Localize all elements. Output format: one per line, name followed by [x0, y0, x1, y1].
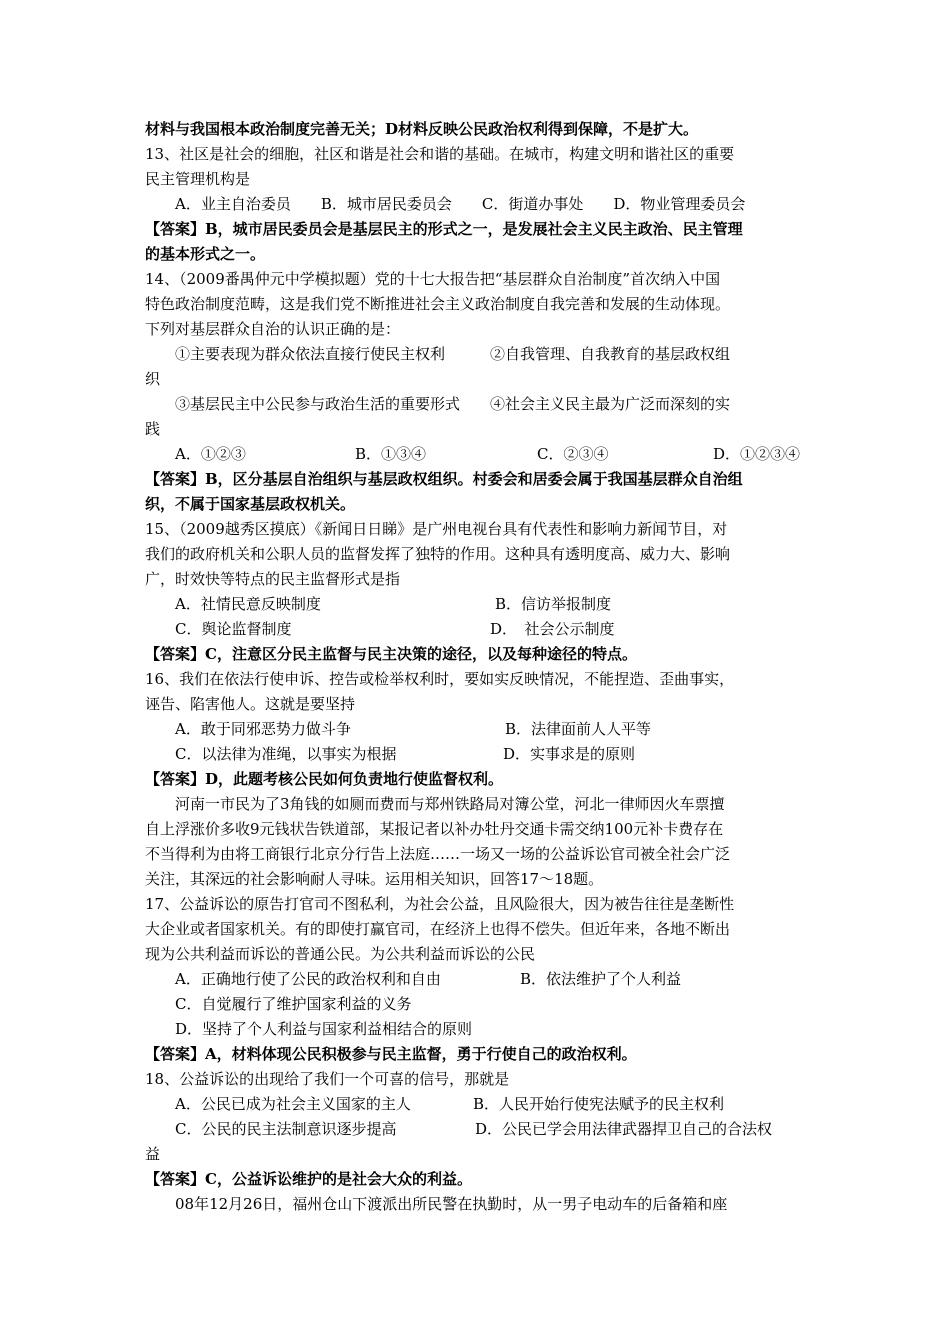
text-line: 广，时效快等特点的民主监督形式是指	[145, 570, 401, 588]
text-line: 17、公益诉讼的原告打官司不图私利，为社会公益，且风险很大，因为被告往往是垄断性	[145, 895, 735, 913]
answer-line: 织，不属于国家基层政权机关。	[145, 495, 356, 513]
answer-line: 【答案】B，城市居民委员会是基层民主的形式之一，是发展社会主义民主政治、民主管理	[145, 220, 743, 238]
text-line: 我们的政府机关和公职人员的监督发挥了独特的作用。这种具有透明度高、威力大、影响	[145, 545, 731, 563]
option-text: B．依法维护了个人利益	[520, 970, 682, 988]
answer-line: 【答案】A，材料体现公民积极参与民主监督，勇于行使自己的政治权利。	[145, 1045, 637, 1063]
text-line: 15、（2009越秀区摸底）《新闻日日睇》是广州电视台具有代表性和影响力新闻节目，对	[145, 520, 728, 538]
option-text: B．人民开始行使宪法赋予的民主权利	[473, 1095, 725, 1113]
text-line: 诬告、陷害他人。这就是要坚持	[145, 695, 356, 713]
answer-line: 材料与我国根本政治制度完善无关；D材料反映公民政治权利得到保障，不是扩大。	[145, 120, 699, 138]
text-line: 现为公共利益而诉讼的普通公民。为公共利益而诉讼的公民	[145, 945, 536, 963]
option-text: D． 社会公示制度	[490, 620, 615, 638]
answer-line: 【答案】B，区分基层自治组织与基层政权组织。村委会和居委会属于我国基层群众自治组	[145, 470, 743, 488]
text-line: 织	[145, 370, 161, 388]
text-line: 08年12月26日，福州仓山下渡派出所民警在执勤时，从一男子电动车的后备箱和座	[175, 1195, 728, 1213]
text-line: D．坚持了个人利益与国家利益相结合的原则	[175, 1020, 473, 1038]
option-text: B．信访举报制度	[495, 595, 612, 613]
answer-line: 【答案】C，注意区分民主监督与民主决策的途径，以及每种途径的特点。	[145, 645, 637, 663]
text-line: 益	[145, 1145, 161, 1163]
text-line: C．自觉履行了维护国家利益的义务	[175, 995, 412, 1013]
answer-line: 的基本形式之一。	[145, 245, 266, 263]
text-line: 16、我们在依法行使申诉、控告或检举权利时，要如实反映情况，不能捏造、歪曲事实，	[145, 670, 735, 688]
text-line: ③基层民主中公民参与政治生活的重要形式 ④社会主义民主最为广泛而深刻的实	[175, 395, 731, 413]
option-text: B．①③④	[355, 445, 427, 463]
text-line: 河南一市民为了3角钱的如厕而费而与郑州铁路局对簿公堂，河北一律师因火车票擅	[175, 795, 725, 813]
option-text: C．舆论监督制度	[175, 620, 292, 638]
option-text: D．①②③④	[713, 445, 801, 463]
text-line: 践	[145, 420, 161, 438]
text-line: 18、公益诉讼的出现给了我们一个可喜的信号，那就是	[145, 1070, 510, 1088]
answer-line: 【答案】D，此题考核公民如何负责地行使监督权利。	[145, 770, 504, 788]
text-line: 特色政治制度范畴，这是我们党不断推进社会主义政治制度自我完善和发展的生动体现。	[145, 295, 731, 313]
option-text: C．公民的民主法制意识逐步提高	[175, 1120, 397, 1138]
text-line: 民主管理机构是	[145, 170, 251, 188]
option-text: C．②③④	[537, 445, 609, 463]
option-text: D．实事求是的原则	[503, 745, 636, 763]
option-text: D．公民已学会用法律武器捍卫自己的合法权	[475, 1120, 773, 1138]
option-text: A．①②③	[175, 445, 246, 463]
option-text: A．社情民意反映制度	[175, 595, 321, 613]
option-text: A．敢于同邪恶势力做斗争	[175, 720, 351, 738]
option-text: A．公民已成为社会主义国家的主人	[175, 1095, 411, 1113]
text-line: 14、（2009番禺仲元中学模拟题）党的十七大报告把“基层群众自治制度”首次纳入中国	[145, 270, 721, 288]
text-line: 不当得利为由将工商银行北京分行告上法庭……一场又一场的公益诉讼官司被全社会广泛	[145, 845, 731, 863]
text-line: 关注，其深远的社会影响耐人寻味。运用相关知识，回答17～18题。	[145, 870, 604, 888]
text-line: ①主要表现为群众依法直接行使民主权利 ②自我管理、自我教育的基层政权组	[175, 345, 731, 363]
answer-line: 【答案】C，公益诉讼维护的是社会大众的利益。	[145, 1170, 472, 1188]
text-line: 下列对基层群众自治的认识正确的是：	[145, 320, 401, 338]
option-text: B．法律面前人人平等	[505, 720, 652, 738]
text-line: 自上浮涨价多收9元钱状告铁道部，某报记者以补办牡丹交通卡需交纳100元补卡费存在	[145, 820, 724, 838]
text-line: 13、社区是社会的细胞，社区和谐是社会和谐的基础。在城市，构建文明和谐社区的重要	[145, 145, 735, 163]
option-text: A．正确地行使了公民的政治权利和自由	[175, 970, 441, 988]
text-line: A．业主自治委员 B．城市居民委员会 C．街道办事处 D．物业管理委员会	[175, 195, 746, 213]
option-text: C．以法律为准绳，以事实为根据	[175, 745, 397, 763]
text-line: 大企业或者国家机关。有的即使打赢官司，在经济上也得不偿失。但近年来，各地不断出	[145, 920, 731, 938]
